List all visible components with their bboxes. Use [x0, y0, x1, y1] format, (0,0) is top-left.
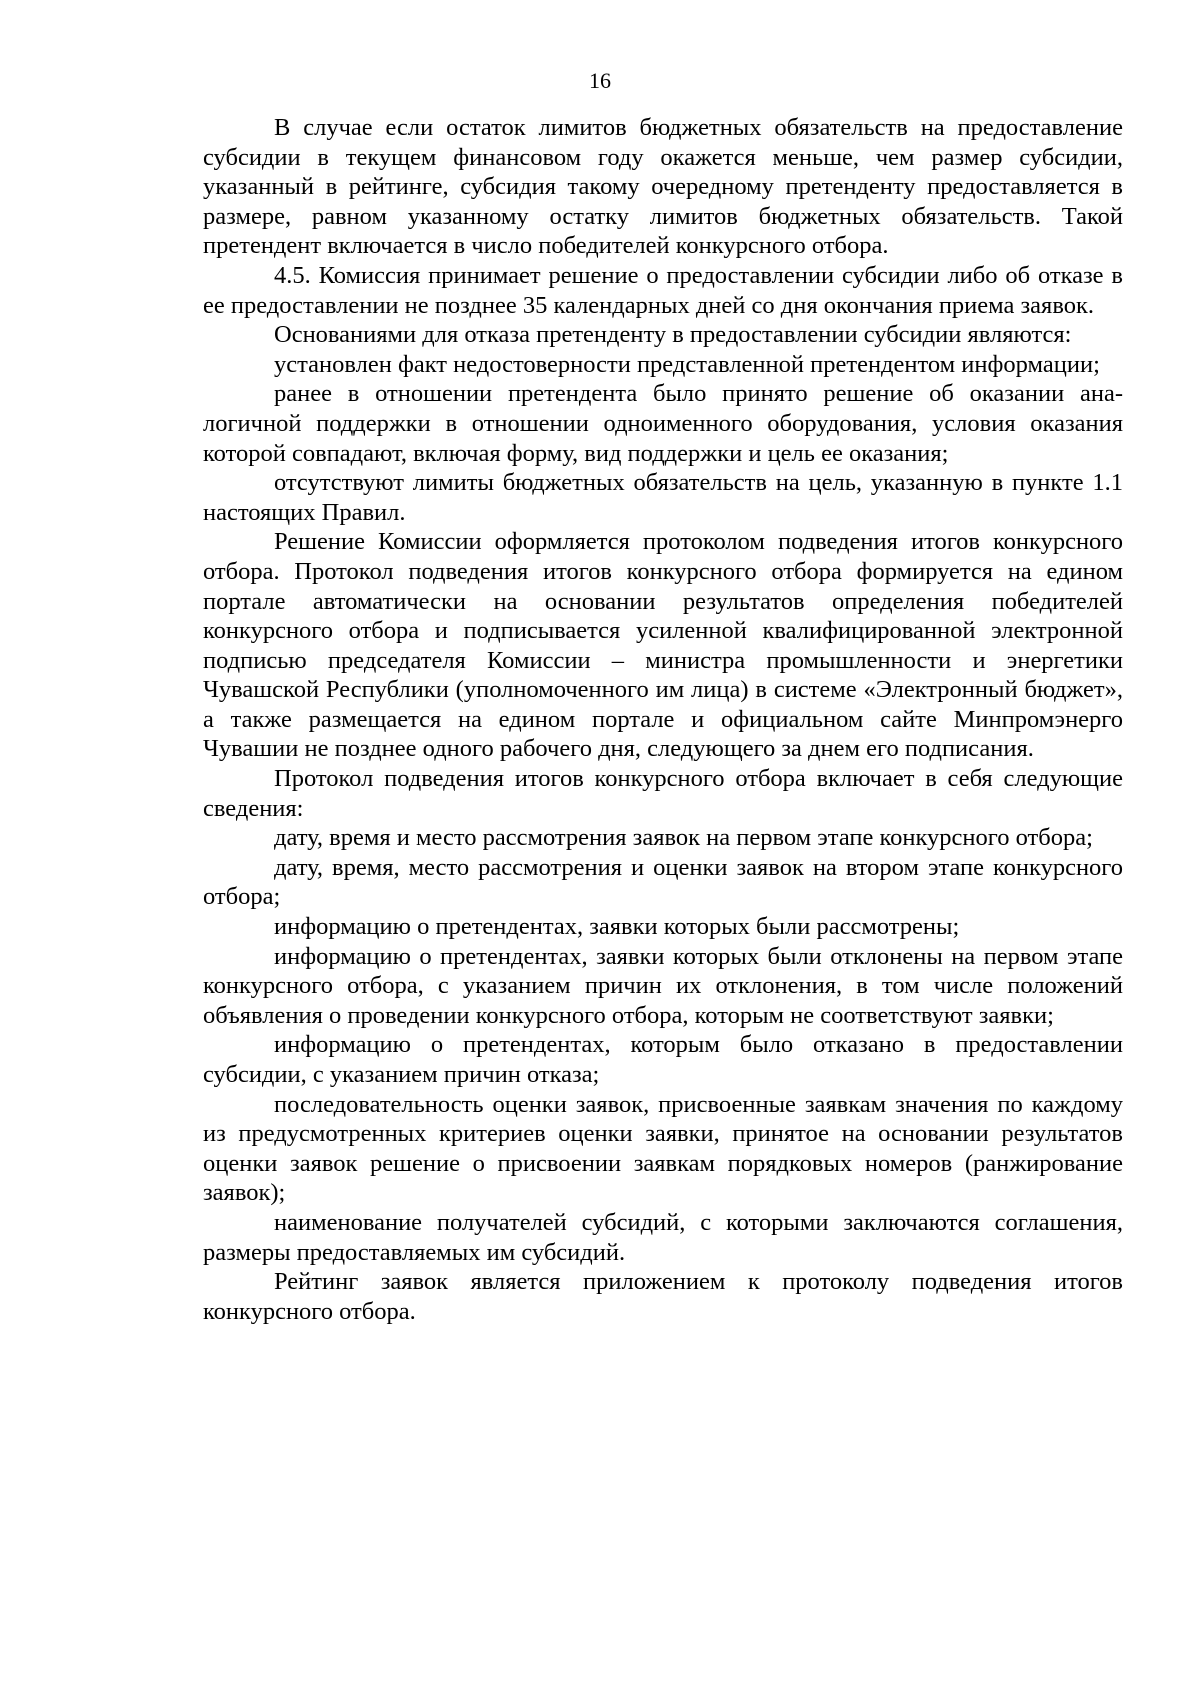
list-item-prior-support: ранее в отношении претендента было принято решение об оказании аналогичной поддержки в отношении одноименного оборудования, условия оказания которой совпадают, включая форму, вид поддержки и цель ее оказания; — [203, 380, 1123, 467]
list-item-second-stage-review: дату, время, место рассмотрения и оценки заявок на втором этапе конкурсного отбора; — [203, 853, 1123, 911]
paragraph-commission-protocol: Решение Комиссии оформляется протоколом подведения итогов конкурсного отбора. Протокол подведения итогов конкурсного отбора формируется на едином портале автоматически на основании результатов определения победителей конкурсного отбора и подписывается усиленной квалифицированной электронной подписью председателя Комиссии – министра промышленности и энергетики Чувашской Республики (уполномоченного им лица) в системе «Электронный бюджет», а также размещается на едином портале и официальном сайте Минпромэнерго Чувашии не позднее одного рабочего дня, следующего за днем его подписания. — [203, 528, 1123, 763]
list-item-no-budget-limits: отсутствуют лимиты бюджетных обязательств на цель, указанную в пункте 1.1 настоящих Правил. — [203, 469, 1123, 526]
list-item-unreliable-information: установлен факт недостоверности представленной претендентом информации; — [274, 350, 1100, 378]
paragraph-refusal-grounds: Основаниями для отказа претенденту в предоставлении субсидии являются: — [274, 321, 1072, 349]
document-body — [203, 113, 1123, 1326]
list-item-evaluation-sequence: последовательность оценки заявок, присвоенные заявкам значения по каждому из предусмотренных критериев оценки заявки, принятое на основании результатов оценки заявок решение о присвоении заявкам порядковых номеров (ранжирование заявок); — [203, 1090, 1123, 1207]
list-item-reviewed-applicants: информацию о претендентах, заявки которых были рассмотрены; — [274, 913, 960, 941]
paragraph-4-5-commission-decision: 4.5. Комиссия принимает решение о предоставлении субсидии либо об отказе в ее предоставлении не позднее 35 календарных дней со дня окончания приема заявок. — [203, 261, 1123, 319]
paragraph-protocol-contents: Протокол подведения итогов конкурсного отбора включает в себя следующие сведения: — [203, 765, 1123, 822]
list-item-first-stage-review: дату, время и место рассмотрения заявок на первом этапе конкурсного отбора; — [274, 824, 1093, 852]
list-item-refused-applicants: информацию о претендентах, которым было отказано в предоставлении субсидии, с указанием причин отказа; — [203, 1031, 1123, 1088]
page-number: 16 — [589, 68, 611, 93]
list-item-rejected-applicants: информацию о претендентах, заявки которых были отклонены на первом этапе конкурсного отбора, с указанием причин их отклонения, в том числе положений объявления о проведении конкурсного отбора, которым не соответствуют заявки; — [203, 942, 1123, 1029]
paragraph-budget-limit-remainder: В случае если остаток лимитов бюджетных обязательств на предоставление субсидии в текущем финансовом году окажется меньше, чем размер субсидии, указанный в рейтинге, субсидия такому очередному претенденту предоставляется в размере, равном указанному остатку лимитов бюджетных обязательств. Такой претендент включается в число победителей конкурсного отбора. — [203, 114, 1123, 260]
list-item-recipients: наименование получателей субсидий, с которыми заключаются соглашения, размеры предоставляемых им субсидий. — [203, 1208, 1123, 1266]
paragraph-rating-appendix: Рейтинг заявок является приложением к протоколу подведения итогов конкурсного отбора. — [203, 1268, 1123, 1325]
